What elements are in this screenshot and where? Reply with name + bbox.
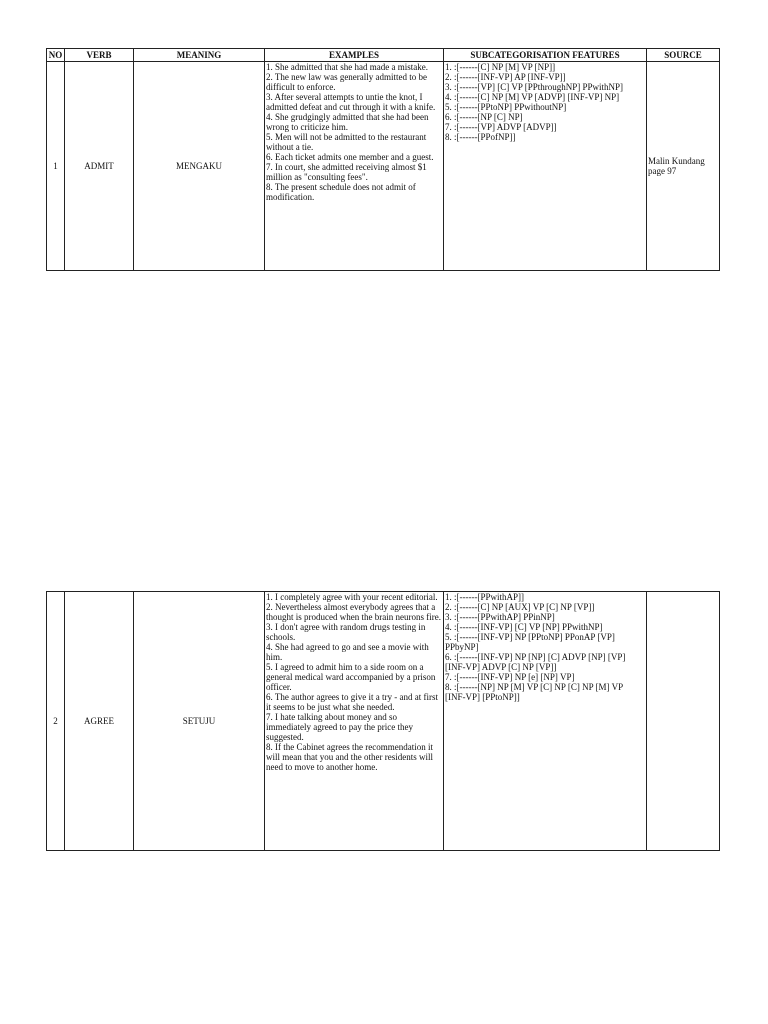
entry-verb: ADMIT (65, 62, 134, 271)
header-examples: EXAMPLES (265, 49, 444, 62)
feature-line: 2. :[------[C] NP [AUX] VP [C] NP [VP]] (445, 602, 595, 612)
example-line: 1. I completely agree with your recent editorial. (266, 592, 438, 602)
entry-features (444, 62, 647, 271)
feature-line: 6. :[------[NP [C] NP] (445, 112, 523, 122)
entry-examples (265, 62, 444, 271)
example-line: 4. She had agreed to go and see a movie with him. (266, 642, 429, 662)
feature-line: 8. :[------[PPofNP]] (445, 132, 516, 142)
feature-line: 2. :[------[INF-VP] AP [INF-VP]] (445, 72, 566, 82)
feature-line: 7. :[------[INF-VP] NP [e] [NP] VP] (445, 672, 575, 682)
feature-line: 5. :[------[INF-VP] NP [PPtoNP] PPonAP [VP] PPbyNP] (445, 632, 615, 652)
feature-line: 6. :[------[INF-VP] NP [NP] [C] ADVP [NP] [VP] [INF-VP] ADVP [C] NP [VP]] (445, 652, 626, 672)
header-source: SOURCE (647, 49, 720, 62)
feature-line: 7. :[------[VP] ADVP [ADVP]] (445, 122, 557, 132)
header-verb: VERB (65, 49, 134, 62)
example-line: 7. I hate talking about money and so immediately agreed to pay the price they suggested. (266, 712, 413, 742)
feature-line: 3. :[------[VP] [C] VP [PPthroughNP] PPwithNP] (445, 82, 624, 92)
example-line: 5. I agreed to admit him to a side room on a general medical ward accompanied by a prison officer. (266, 662, 436, 692)
entry-no: 1 (47, 62, 65, 271)
header-row (47, 49, 720, 62)
entry-no: 2 (47, 592, 65, 851)
verb-table-admit (46, 48, 720, 271)
example-line: 5. Men will not be admitted to the restaurant without a tie. (266, 132, 427, 152)
feature-line: 3. :[------[PPwithAP] PPinNP] (445, 612, 555, 622)
feature-line: 8. :[------[NP] NP [M] VP [C] NP [C] NP [M] VP [INF-VP] [PPtoNP]] (445, 682, 623, 702)
example-line: 6. The author agrees to give it a try - and at first it seems to be just what she needed. (266, 692, 439, 712)
example-line: 1. She admitted that she had made a mistake. (266, 62, 428, 72)
entry-meaning: SETUJU (134, 592, 265, 851)
entry-meaning: MENGAKU (134, 62, 265, 271)
verb-table-agree (46, 591, 720, 851)
feature-line: 1. :[------[C] NP [M] VP [NP]] (445, 62, 556, 72)
feature-line: 4. :[------[C] NP [M] VP [ADVP] [INF-VP] NP] (445, 92, 620, 102)
example-line: 7. In court, she admitted receiving almost $1 million as "consulting fees". (266, 162, 427, 182)
feature-line: 1. :[------[PPwithAP]] (445, 592, 524, 602)
example-line: 2. The new law was generally admitted to be difficult to enforce. (266, 72, 428, 92)
table-row (47, 592, 720, 851)
example-line: 8. If the Cabinet agrees the recommendation it will mean that you and the other residents will need to move to another home. (266, 742, 433, 772)
source-line: Malin Kundang (648, 156, 705, 166)
header-no: NO (47, 49, 65, 62)
entry-features (444, 592, 647, 851)
entry-examples (265, 592, 444, 851)
example-line: 6. Each ticket admits one member and a guest. (266, 152, 434, 162)
feature-line: 4. :[------[INF-VP] [C] VP [NP] PPwithNP] (445, 622, 603, 632)
example-line: 3. After several attempts to untie the knot, I admitted defeat and cut through it with a knife. (266, 92, 436, 112)
source-line: page 97 (648, 166, 677, 176)
entry-source (647, 62, 720, 271)
header-meaning: MEANING (134, 49, 265, 62)
feature-line: 5. :[------[PPtoNP] PPwithoutNP] (445, 102, 567, 112)
example-line: 3. I don't agree with random drugs testing in schools. (266, 622, 426, 642)
example-line: 4. She grudgingly admitted that she had been wrong to criticize him. (266, 112, 429, 132)
header-subcategorisation-features: SUBCATEGORISATION FEATURES (444, 49, 647, 62)
example-line: 2. Nevertheless almost everybody agrees that a thought is produced when the brain neurons fire. (266, 602, 441, 622)
table-row (47, 62, 720, 271)
entry-verb: AGREE (65, 592, 134, 851)
example-line: 8. The present schedule does not admit of modification. (266, 182, 416, 202)
entry-source (647, 592, 720, 851)
